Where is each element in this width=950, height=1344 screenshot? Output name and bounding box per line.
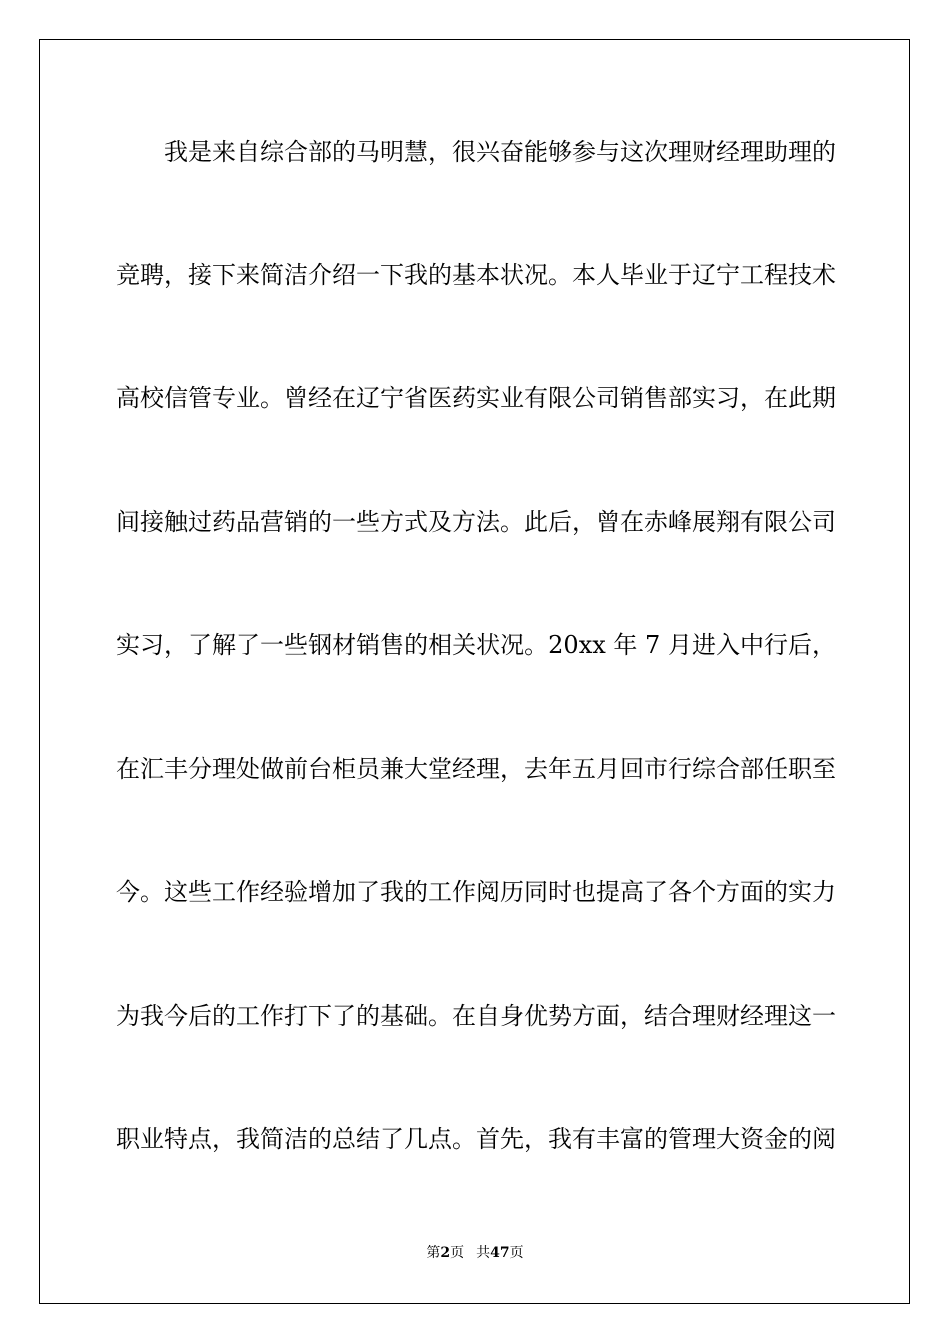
paragraph-line-6: 在汇丰分理处做前台柜员兼大堂经理，去年五月回市行综合部任职至 bbox=[116, 755, 836, 783]
paragraph-line-2: 竞聘，接下来简洁介绍一下我的基本状况。本人毕业于辽宁工程技术 bbox=[116, 261, 836, 289]
page-border bbox=[39, 39, 910, 1304]
page-number: 2 bbox=[440, 1245, 451, 1261]
paragraph-line-5: 实习，了解了一些钢材销售的相关状况。20xx 年 7 月进入中行后， bbox=[116, 631, 836, 659]
paragraph-line-7: 今。这些工作经验增加了我的工作阅历同时也提高了各个方面的实力 bbox=[116, 878, 836, 906]
paragraph-line-1: 我是来自综合部的马明慧，很兴奋能够参与这次理财经理助理的 bbox=[164, 138, 836, 166]
paragraph-line-9: 职业特点，我简洁的总结了几点。首先，我有丰富的管理大资金的阅 bbox=[116, 1125, 836, 1153]
total-prefix: 共 bbox=[476, 1245, 491, 1261]
total-pages: 47 bbox=[490, 1245, 510, 1261]
page-footer bbox=[0, 1244, 950, 1262]
paragraph-line-8: 为我今后的工作打下了的基础。在自身优势方面，结合理财经理这一 bbox=[116, 1002, 836, 1030]
paragraph-line-4: 间接触过药品营销的一些方式及方法。此后，曾在赤峰展翔有限公司 bbox=[116, 508, 836, 536]
page-prefix: 第 bbox=[426, 1245, 441, 1261]
paragraph-line-3: 高校信管专业。曾经在辽宁省医药实业有限公司销售部实习，在此期 bbox=[116, 384, 836, 412]
page-suffix: 页 bbox=[450, 1245, 465, 1261]
total-suffix: 页 bbox=[509, 1245, 524, 1261]
